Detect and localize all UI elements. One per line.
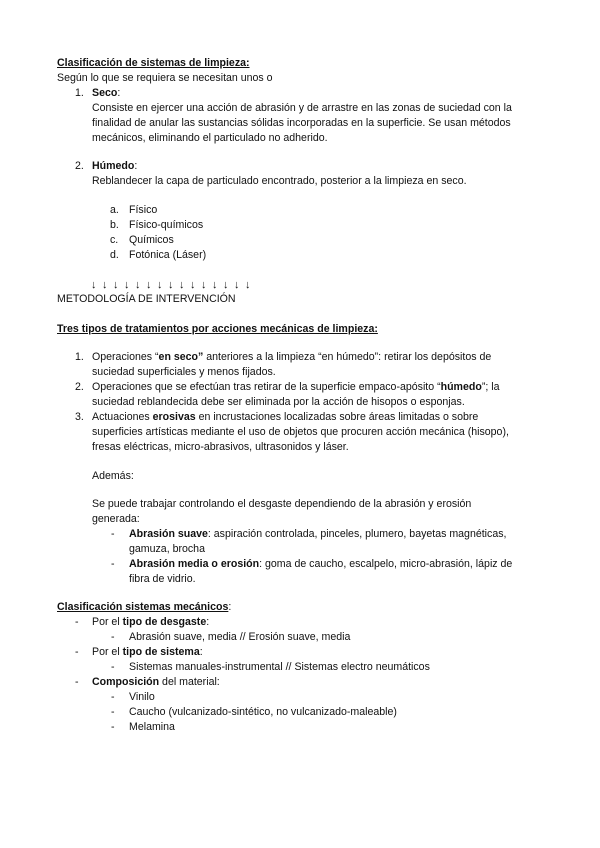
list-number: 2. bbox=[75, 160, 84, 172]
punct: : bbox=[117, 87, 121, 99]
abrasion-suave-line: gamuza, brocha bbox=[129, 543, 205, 555]
sublist-marker: a. bbox=[110, 204, 119, 216]
term-tipo-desgaste: tipo de desgaste bbox=[122, 616, 207, 628]
punct: : bbox=[228, 601, 232, 613]
sublist-item: Físico bbox=[129, 204, 158, 216]
heading-clasificacion-limpieza: Clasificación de sistemas de limpieza: bbox=[57, 57, 250, 69]
treatment-line: fresas eléctricas, micro-abrasivos, ultrasonidos y láser. bbox=[92, 441, 349, 453]
por-tipo-sistema bbox=[92, 645, 203, 660]
term-tipo-sistema: tipo de sistema bbox=[122, 646, 200, 658]
composicion-line bbox=[92, 675, 220, 690]
material-item: Melamina bbox=[129, 721, 175, 733]
heading-tres-tipos: Tres tipos de tratamientos por acciones mecánicas de limpieza: bbox=[57, 323, 378, 335]
sublist-marker: c. bbox=[110, 234, 119, 246]
sublist-item: Físico-químicos bbox=[129, 219, 204, 231]
sublist-item: Fotónica (Láser) bbox=[129, 249, 207, 261]
treatment-line bbox=[92, 410, 478, 425]
treatment-line: suciedad reblandecida debe ser eliminada por la acción de hisopos o esponjas. bbox=[92, 396, 465, 408]
heading-text: Clasificación sistemas mecánicos bbox=[57, 601, 229, 613]
term-humedo: Húmedo bbox=[92, 160, 135, 172]
term-composicion: Composición bbox=[92, 676, 160, 688]
text: del material: bbox=[159, 676, 220, 688]
text: en incrustaciones localizadas sobre áreas limitadas o sobre bbox=[195, 411, 479, 423]
paragraph-line: mecánicos, eliminando el particulado no adherido. bbox=[92, 132, 328, 144]
paragraph-line: finalidad de anular las sustancias sólidas incorporadas en la superficie. Se usan métodos bbox=[92, 117, 511, 129]
list-item-seco bbox=[92, 86, 120, 101]
term-en-seco: en seco” bbox=[158, 351, 204, 363]
sistema-sub: Sistemas manuales-instrumental // Sistemas electro neumáticos bbox=[129, 661, 430, 673]
list-item-humedo bbox=[92, 159, 137, 174]
sublist-marker: b. bbox=[110, 219, 119, 231]
treatment-line: suciedad superficiales y menos fijados. bbox=[92, 366, 276, 378]
ademas-label: Además: bbox=[92, 470, 134, 482]
dash-bullet: - bbox=[111, 558, 115, 570]
desgaste-line: generada: bbox=[92, 513, 140, 525]
treatment-line: superficies artísticas mediante el uso de objetos que procuren acción mecánica (hisopo), bbox=[92, 426, 509, 438]
desgaste-sub: Abrasión suave, media // Erosión suave, media bbox=[129, 631, 351, 643]
dash-bullet: - bbox=[111, 528, 115, 540]
term-abrasion-suave: Abrasión suave bbox=[129, 528, 208, 540]
text: Por el bbox=[92, 616, 123, 628]
text: anteriores a la limpieza “en húmedo”: retirar los depósitos de bbox=[203, 351, 492, 363]
list-number: 1. bbox=[75, 87, 84, 99]
abrasion-media-line: fibra de vidrio. bbox=[129, 573, 196, 585]
dash-bullet: - bbox=[111, 631, 115, 643]
treatment-line bbox=[92, 350, 491, 365]
text: Operaciones “ bbox=[92, 351, 159, 363]
term-seco: Seco bbox=[92, 87, 118, 99]
list-number: 2. bbox=[75, 381, 84, 393]
punct: : bbox=[206, 616, 210, 628]
dash-bullet: - bbox=[75, 676, 79, 688]
punct: : bbox=[199, 646, 203, 658]
term-abrasion-media: Abrasión media o erosión bbox=[129, 558, 260, 570]
methodology-title: METODOLOGÍA DE INTERVENCIÓN bbox=[57, 293, 236, 305]
dash-bullet: - bbox=[75, 646, 79, 658]
sublist-item: Químicos bbox=[129, 234, 174, 246]
treatment-line bbox=[92, 380, 499, 395]
paragraph-line: Consiste en ejercer una acción de abrasión y de arrastre en las zonas de suciedad con la bbox=[92, 102, 512, 114]
text: : aspiración controlada, pinceles, plumero, bayetas magnéticas, bbox=[207, 528, 507, 540]
dash-bullet: - bbox=[111, 661, 115, 673]
dash-bullet: - bbox=[111, 706, 115, 718]
abrasion-suave-line bbox=[129, 527, 506, 542]
text: ”; la bbox=[481, 381, 500, 393]
material-item: Caucho (vulcanizado-sintético, no vulcanizado-maleable) bbox=[129, 706, 397, 718]
desgaste-line: Se puede trabajar controlando el desgaste dependiendo de la abrasión y erosión bbox=[92, 498, 472, 510]
abrasion-media-line bbox=[129, 557, 512, 572]
dash-bullet: - bbox=[75, 616, 79, 628]
text: Por el bbox=[92, 646, 123, 658]
por-tipo-desgaste bbox=[92, 615, 209, 630]
text: Operaciones que se efectúan tras retirar de la superficie empaco-apósito “ bbox=[92, 381, 441, 393]
material-item: Vinilo bbox=[129, 691, 155, 703]
term-erosivas: erosivas bbox=[152, 411, 196, 423]
list-number: 1. bbox=[75, 351, 84, 363]
down-arrows-row: ↓↓↓↓↓↓↓↓↓↓↓↓↓↓↓ bbox=[91, 279, 256, 291]
dash-bullet: - bbox=[111, 721, 115, 733]
dash-bullet: - bbox=[111, 691, 115, 703]
sublist-marker: d. bbox=[110, 249, 119, 261]
term-humedo: húmedo bbox=[440, 381, 482, 393]
heading-sistemas-mecanicos bbox=[57, 600, 231, 615]
punct: : bbox=[134, 160, 138, 172]
list-number: 3. bbox=[75, 411, 84, 423]
text: Actuaciones bbox=[92, 411, 153, 423]
paragraph-line: Reblandecer la capa de particulado encontrado, posterior a la limpieza en seco. bbox=[92, 175, 467, 187]
intro-text: Según lo que se requiera se necesitan unos o bbox=[57, 72, 273, 84]
text: : goma de caucho, escalpelo, micro-abrasión, lápiz de bbox=[259, 558, 513, 570]
